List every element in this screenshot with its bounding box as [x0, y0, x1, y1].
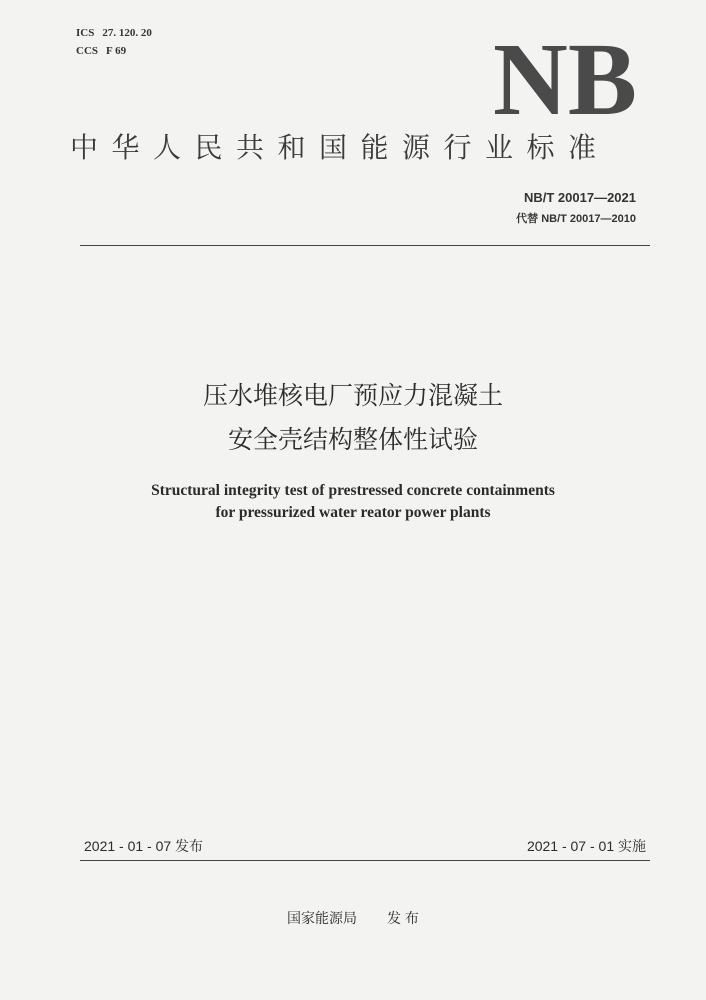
ccs-label: CCS [76, 45, 99, 57]
ccs-row [76, 42, 152, 60]
title-en-line2: for pressurized water reator power plants [215, 504, 491, 521]
ics-label: ICS [76, 27, 95, 39]
ccs-code: F 69 [106, 45, 127, 57]
title-en-line1: Structural integrity test of prestressed concrete containments [151, 482, 555, 499]
standard-category-title: 中华人民共和国能源行业标准 [70, 131, 610, 164]
bottom-divider [80, 860, 650, 861]
publisher-name: 国家能源局 [287, 910, 358, 926]
nb-logo-text: NB [493, 22, 637, 130]
issue-date: 2021 - 01 - 07 发布 [84, 838, 204, 854]
publisher-action: 发 布 [387, 910, 419, 926]
title-cn-line1: 压水堆核电厂预应力混凝土 [202, 381, 503, 410]
classification-codes [76, 24, 152, 60]
publisher-line [0, 908, 706, 928]
title-cn-line2: 安全壳结构整体性试验 [227, 425, 478, 454]
ics-code: 27. 120. 20 [102, 27, 152, 39]
replaces-standard: 代替 NB/T 20017—2010 [516, 213, 636, 225]
ics-row [76, 24, 152, 42]
top-divider [80, 245, 650, 246]
standard-number: NB/T 20017—2021 [523, 190, 636, 205]
nb-logo [490, 20, 640, 130]
implementation-date: 2021 - 07 - 01 实施 [526, 838, 646, 854]
